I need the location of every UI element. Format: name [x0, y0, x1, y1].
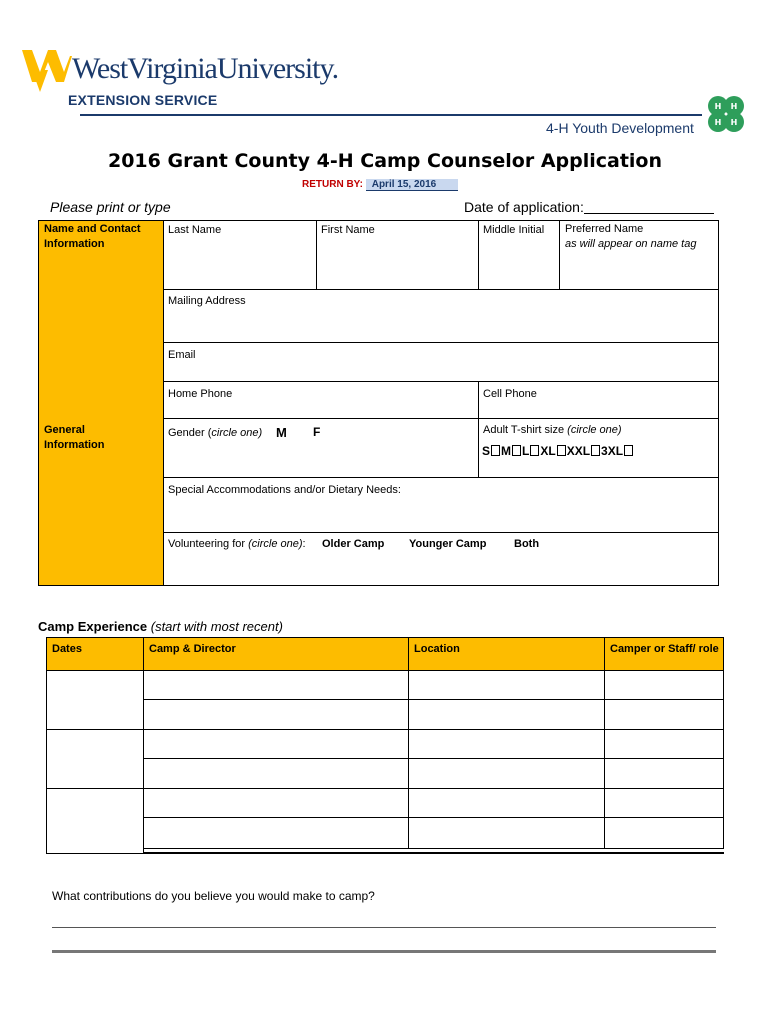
size-m-checkbox[interactable]	[512, 445, 521, 456]
preferred-name-note: as will appear on name tag	[565, 238, 697, 250]
4h-clover-icon	[704, 92, 748, 136]
date-of-application-blank[interactable]	[584, 200, 714, 214]
mailing-address-field[interactable]	[163, 289, 719, 343]
volunteer-option-older[interactable]: Older Camp	[322, 538, 385, 550]
role-cell-6[interactable]	[604, 817, 724, 849]
camp-director-cell-1[interactable]	[143, 670, 409, 700]
return-by	[302, 179, 458, 190]
size-3xl[interactable]: 3XL	[601, 444, 624, 458]
header-location: Location	[408, 637, 605, 671]
program-label: 4-H Youth Development	[546, 120, 694, 136]
tshirt-size-options[interactable]	[482, 444, 634, 458]
camp-director-cell-2[interactable]	[143, 699, 409, 730]
size-s[interactable]: S	[482, 444, 491, 458]
role-cell-1[interactable]	[604, 670, 724, 700]
location-cell-3[interactable]	[408, 729, 605, 759]
camp-director-cell-4[interactable]	[143, 758, 409, 789]
extension-service-label: EXTENSION SERVICE	[68, 92, 218, 108]
location-cell-5[interactable]	[408, 788, 605, 818]
role-cell-3[interactable]	[604, 729, 724, 759]
special-accommodations-label: Special Accommodations and/or Dietary Needs:	[168, 484, 401, 496]
role-cell-2[interactable]	[604, 699, 724, 730]
grid-bottom-rule	[143, 852, 724, 854]
size-l-checkbox[interactable]	[530, 445, 539, 456]
email-label: Email	[168, 349, 196, 361]
dates-cell-3[interactable]	[46, 788, 144, 854]
sidebar-section-labels	[38, 220, 164, 586]
size-xl[interactable]: XL	[540, 444, 556, 458]
gender-option-m[interactable]: M	[276, 425, 287, 440]
tshirt-label: Adult T-shirt size (circle one)	[483, 424, 622, 436]
svg-text:H: H	[730, 118, 738, 127]
home-phone-label: Home Phone	[168, 388, 233, 400]
return-date: April 15, 2016	[366, 179, 458, 191]
gender-label: Gender (circle one)	[168, 427, 263, 439]
header-role: Camper or Staff/ role	[604, 637, 724, 671]
preferred-name-label: Preferred Name	[565, 223, 644, 235]
answer-line-1[interactable]	[52, 927, 716, 928]
location-cell-2[interactable]	[408, 699, 605, 730]
camp-director-cell-3[interactable]	[143, 729, 409, 759]
size-s-checkbox[interactable]	[491, 445, 500, 456]
header-camp-director: Camp & Director	[143, 637, 409, 671]
last-name-label: Last Name	[168, 224, 222, 236]
size-xxl-checkbox[interactable]	[591, 445, 600, 456]
role-cell-5[interactable]	[604, 788, 724, 818]
volunteering-label: Volunteering for (circle one):	[168, 538, 306, 550]
email-field[interactable]	[163, 342, 719, 382]
contributions-question: What contributions do you believe you would make to camp?	[52, 889, 375, 903]
location-cell-6[interactable]	[408, 817, 605, 849]
university-name: WestVirginiaUniversity.	[72, 52, 339, 85]
volunteer-option-both[interactable]: Both	[514, 538, 540, 550]
size-m[interactable]: M	[501, 444, 512, 458]
wv-flying-wv-icon	[22, 48, 72, 94]
gender-option-f[interactable]: F	[313, 425, 321, 439]
first-name-label: First Name	[321, 224, 375, 236]
role-cell-4[interactable]	[604, 758, 724, 789]
header-dates: Dates	[46, 637, 144, 671]
return-label: RETURN BY:	[302, 179, 363, 190]
wvu-logo	[22, 48, 339, 108]
volunteer-option-younger[interactable]: Younger Camp	[409, 538, 487, 550]
dates-cell-1[interactable]	[46, 670, 144, 730]
svg-text:H: H	[714, 118, 722, 127]
cell-phone-label: Cell Phone	[483, 388, 537, 400]
header-rule	[80, 114, 702, 116]
size-3xl-checkbox[interactable]	[624, 445, 633, 456]
section-general: General Information	[44, 424, 105, 451]
dates-cell-2[interactable]	[46, 729, 144, 789]
location-cell-4[interactable]	[408, 758, 605, 789]
date-of-application[interactable]	[464, 199, 714, 215]
date-of-application-label: Date of application:	[464, 199, 584, 215]
svg-text:H: H	[714, 102, 722, 111]
svg-text:H: H	[730, 102, 738, 111]
page-title: 2016 Grant County 4-H Camp Counselor Application	[107, 150, 663, 172]
location-cell-1[interactable]	[408, 670, 605, 700]
size-xxl[interactable]: XXL	[566, 444, 591, 458]
camp-director-cell-6[interactable]	[143, 817, 409, 849]
camp-experience-title: Camp Experience (start with most recent)	[38, 619, 283, 634]
size-l[interactable]: L	[522, 444, 530, 458]
middle-initial-label: Middle Initial	[483, 224, 545, 236]
section-name-contact: Name and Contact Information	[44, 223, 141, 250]
instructions: Please print or type	[50, 199, 171, 215]
size-xl-checkbox[interactable]	[557, 445, 566, 456]
answer-line-2[interactable]	[52, 950, 716, 953]
camp-director-cell-5[interactable]	[143, 788, 409, 818]
mailing-address-label: Mailing Address	[168, 295, 246, 307]
